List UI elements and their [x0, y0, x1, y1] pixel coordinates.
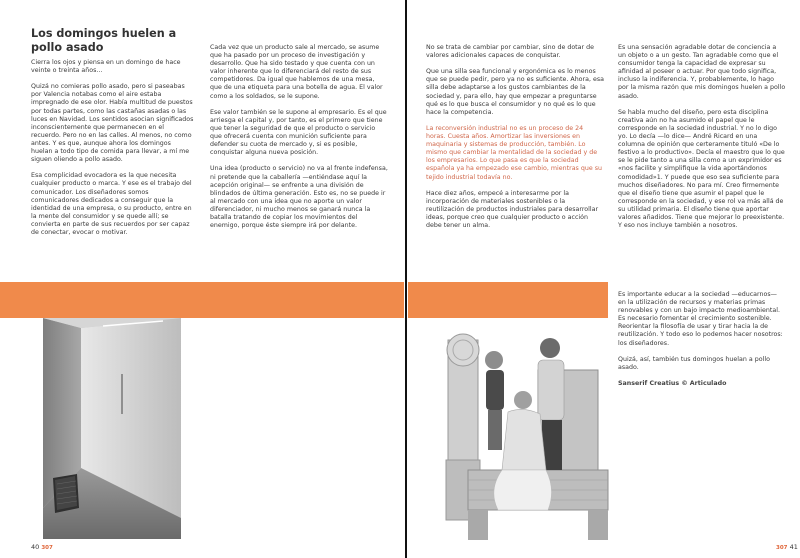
paragraph: Hace diez años, empecé a interesarme por la incorporación de materiales sostenibles o la reutilización de productos industriales para desarrollar ideas, porque creo que cualquier producto o acción debe tener un alma. [426, 189, 599, 230]
orange-band-left [0, 282, 404, 318]
paragraph: Quizá no comieras pollo asado, pero si paseabas por Valencia notabas como el aire estaba impregnado de ese olor. Había multitud de puestos por todas partes, como las castañas asadas o las luces en Navidad. Los sentidos asocian significados inconscientemente que permanecen en el recuerdo. Pero no en las calles. Al menos, no como antes. Y es que, aunque ahora los domingos huelan a todo tipo de comida para llevar, a mí me siguen oliendo a pollo asado. [31, 83, 194, 164]
gallery-room-illustration [43, 318, 181, 539]
column-4 [618, 44, 786, 238]
paragraph: Se habla mucho del diseño, pero esta disciplina creativa aún no ha asumido el papel que le corresponde en la sociedad industrial. Y no lo digo yo. Lo decía —lo dice— André Ricard en una columna de opinión que certeramente tituló «De lo festivo a lo productivo». Decía el maestro que lo que se le pide tanto a una silla como a un exprimidor es «nos facilite y simplifique la vida aportándonos comodidad»1. Y puede que eso sea suficiente para muchos diseñadores. No para mí. Creo firmemente que el diseño tiene que asumir el papel que le corresponde en la sociedad, y ese rol va más allá de su utilidad primaria. El diseño tiene que aportar valores añadidos. Tiene que mejorar lo preexistente. Y eso nos incluye también a nosotros. [618, 108, 785, 230]
cardboard-furniture-photo [428, 330, 612, 542]
page-number-left [31, 543, 53, 551]
paragraph: Quizá, así, también tus domingos huelan a pollo asado. [618, 355, 770, 371]
paragraph: Esa complicidad evocadora es la que necesita cualquier producto o marca. Y ese es el trabajo del comunicador. Los diseñadores somos comunicadores dedicados a conseguir que la identidad de una empresa, o su producto, entre en la mente del consumidor y se quede allí; se convierta en parte de sus recuerdos por ser capaz de conectar, evocar o motivar. [31, 172, 192, 236]
section-mark: 307 [41, 545, 53, 551]
article-title: Los domingos huelen a pollo asado [31, 27, 177, 54]
section-mark: 307 [776, 545, 788, 551]
page-number: 40 [31, 543, 40, 551]
paragraph: Una idea (producto o servicio) no va al frente indefensa, ni pretende que la caballería —entiéndase aquí la acepción original— se enfrente a una división de blindados de última generación. Esto es, no se puede ir al mercado con una idea que no aporte un valor diferenciador, ni mucho menos se ganará nunca la batalla tratando de copiar los movimientos del enemigo, porque éste siempre irá por delante. [210, 165, 388, 230]
paragraph: No se trata de cambiar por cambiar, sino de dotar de valores adicionales capaces de conquistar. [426, 44, 594, 60]
paragraph: Es importante educar a la sociedad —educarnos— en la utilización de recursos y materias primas renovables y con un bajo impacto medioambiental. Es necesario fomentar el crecimiento sostenible. Reorientar la filosofía de usar y tirar hacia la de reutilización. Y todo eso lo podemos hacer nosotros: los diseñadores. [618, 291, 783, 347]
column-1 [31, 59, 194, 245]
orange-band-right [408, 282, 608, 318]
gallery-room-photo [43, 318, 181, 539]
page-number: 41 [789, 543, 798, 551]
paragraph: Que una silla sea funcional y ergonómica es lo menos que se puede pedir, pero ya no es suficiente. Ahora, esa silla debe adaptarse a los gustos cambiantes de la sociedad y, para ello, hay que empezar a preguntarse qué es lo que busca el consumidor y no qué es lo que hace la competencia. [426, 68, 605, 116]
column-2 [210, 44, 388, 238]
paragraph: Ese valor también se le supone al empresario. Es el que arriesga el capital y, por tanto, es el primero que tiene que tener la seguridad de que el producto o servicio que ofrecerá cuenta con munición suficiente para defender su cuota de mercado y, si es posible, conquistar alguna nueva posición. [210, 108, 387, 157]
paragraph-highlight: La reconversión industrial no es un proceso de 24 horas. Cuesta años. Amortizar las inversiones en maquinaria y sistemas de producción, también. Lo mismo que cambiar la mentalidad de la sociedad y de los empresarios. Lo que pasa es que la sociedad española ya ha empezado ese cambio, mientras que su tejido industrial todavía no. [426, 124, 602, 181]
paragraph: Cada vez que un producto sale al mercado, se asume que ha pasado por un proceso de investigación y desarrollo. Que ha sido testado y que cuenta con un valor inherente que lo diferenciará del resto de sus competidores. Da igual que hablemos de una mesa, que de una etiqueta para una botella de agua. El valor como a los soldados, se le supone. [210, 44, 383, 100]
column-4-continued [618, 291, 786, 396]
paragraph: Cierra los ojos y piensa en un domingo de hace veinte o treinta años… [31, 59, 181, 75]
column-3 [426, 44, 604, 238]
page-gutter [405, 0, 407, 558]
cardboard-furniture-illustration [428, 330, 612, 542]
signature: Sanserif Creatius © Articulado [618, 380, 727, 388]
paragraph: Es una sensación agradable dotar de conciencia a un objeto o a un gesto. Tan agradable como que el consumidor tenga la capacidad de expresar su afinidad al poseer o actuar. Por que todo significa, incluso la indiferencia. Y, probablemente, lo hago por la misma razón que mis domingos huelen a pollo asado. [618, 44, 786, 100]
page-number-right [776, 543, 798, 551]
